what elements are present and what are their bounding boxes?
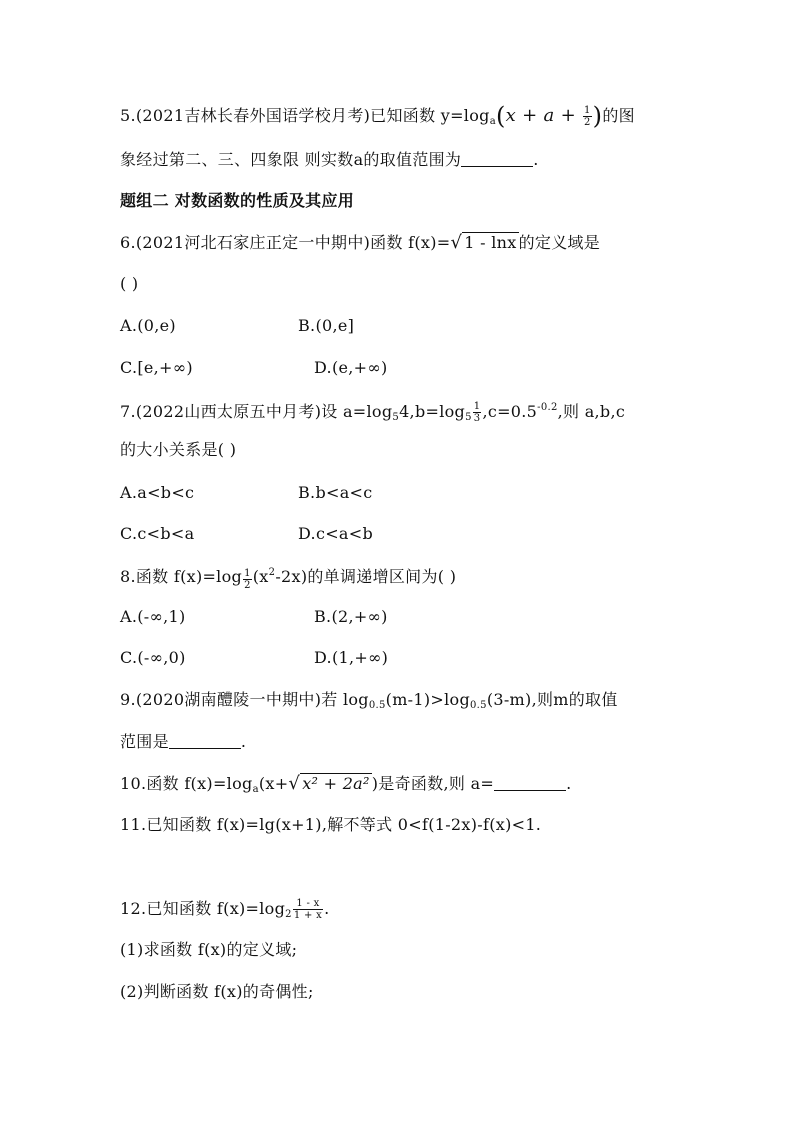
option-b[interactable]: B.b<a<c xyxy=(298,483,373,502)
option-c[interactable]: C.(-∞,0) xyxy=(120,648,186,667)
question-11-line-1: 11.已知函数 f(x)=lg(x+1),解不等式 0<f(1-2x)-f(x)<1. xyxy=(120,815,542,834)
question-6-options-2 xyxy=(120,356,388,380)
option-b[interactable]: B.(0,e] xyxy=(298,316,355,335)
question-9-line-1: 9.(2020湖南醴陵一中期中)若 $\log_{0.5}(m-1)>\log_{0.5}(3-m)$,则m的取值 xyxy=(120,690,618,711)
question-8-options-2 xyxy=(120,646,389,670)
question-8-line-1: 8.函数 f(x)=log $\frac{1}{2}$ $(x^2-2x)$的单调递增区间为( ) xyxy=(120,567,457,591)
q5-text: 5.(2021吉林长春外国语学校月考)已知函数 y=log xyxy=(120,106,490,125)
answer-blank[interactable] xyxy=(461,150,533,167)
question-7-line-1: 7.(2022山西太原五中月考)设 $a=\log_54,b=\log_5$ $\frac{1}{3}$ $,c=0.5^{-0.2}$,则 a,b,c xyxy=(120,401,626,424)
question-12-part-2: (2)判断函数 f(x)的奇偶性; xyxy=(120,982,314,1001)
option-c[interactable]: C.[e,+∞) xyxy=(120,358,193,377)
log-base: a xyxy=(489,116,496,127)
question-7-line-2: 的大小关系是( ) xyxy=(120,440,237,459)
section-title: 题组二 对数函数的性质及其应用 xyxy=(120,191,355,210)
question-6-line-2: ( ) xyxy=(120,274,139,293)
paren-open: ( xyxy=(495,102,506,130)
question-5-line-1 xyxy=(120,104,635,134)
fraction-base: $\frac{1}{2}$ xyxy=(244,568,251,591)
question-6-line-1: 6.(2021河北石家庄正定一中期中)函数 f(x)=√ 1 - lnx 的定义域是 xyxy=(120,232,601,253)
sqrt: √ 1 - lnx xyxy=(450,232,517,253)
option-b[interactable]: B.(2,+∞) xyxy=(314,607,388,626)
option-a[interactable]: A.(-∞,1) xyxy=(120,607,186,626)
question-5-line-2: 象经过第二、三、四象限 则实数a的取值范围为 . xyxy=(120,150,539,169)
option-a[interactable]: A.(0,e) xyxy=(120,316,176,335)
question-9-line-2: 范围是 . xyxy=(120,732,247,751)
question-7-options-2 xyxy=(120,522,373,546)
fraction: $\frac{1}{2}$ xyxy=(583,105,591,128)
question-7-options-1 xyxy=(120,481,373,505)
question-12-line-1: 12.已知函数 $f(x)=\log_2$ $\frac{1 - x}{1 + x}$ . xyxy=(120,898,330,921)
option-c[interactable]: C.c<b<a xyxy=(120,524,195,543)
sqrt: √ x² + 2a² xyxy=(288,773,370,794)
paren-close: ) xyxy=(592,102,603,130)
q5-text-end: 的图 xyxy=(602,106,635,125)
question-10-line-1: 10.函数 $f(x)=\log_a(x+√$ x² + 2a² )是奇函数,则 a= . xyxy=(120,773,572,795)
q5-expression: x + a + xyxy=(505,105,582,126)
option-d[interactable]: D.(1,+∞) xyxy=(314,648,389,667)
answer-blank[interactable] xyxy=(494,774,566,791)
fraction: $\frac{1 - x}{1 + x}$ xyxy=(293,898,323,921)
question-12-part-1: (1)求函数 f(x)的定义域; xyxy=(120,940,298,959)
answer-blank[interactable] xyxy=(169,732,241,749)
question-8-options-1 xyxy=(120,605,388,629)
question-6-options-1 xyxy=(120,314,355,338)
option-d[interactable]: D.c<a<b xyxy=(298,524,373,543)
option-a[interactable]: A.a<b<c xyxy=(120,483,195,502)
fraction: $\frac{1}{3}$ xyxy=(473,401,481,424)
option-d[interactable]: D.(e,+∞) xyxy=(314,358,388,377)
